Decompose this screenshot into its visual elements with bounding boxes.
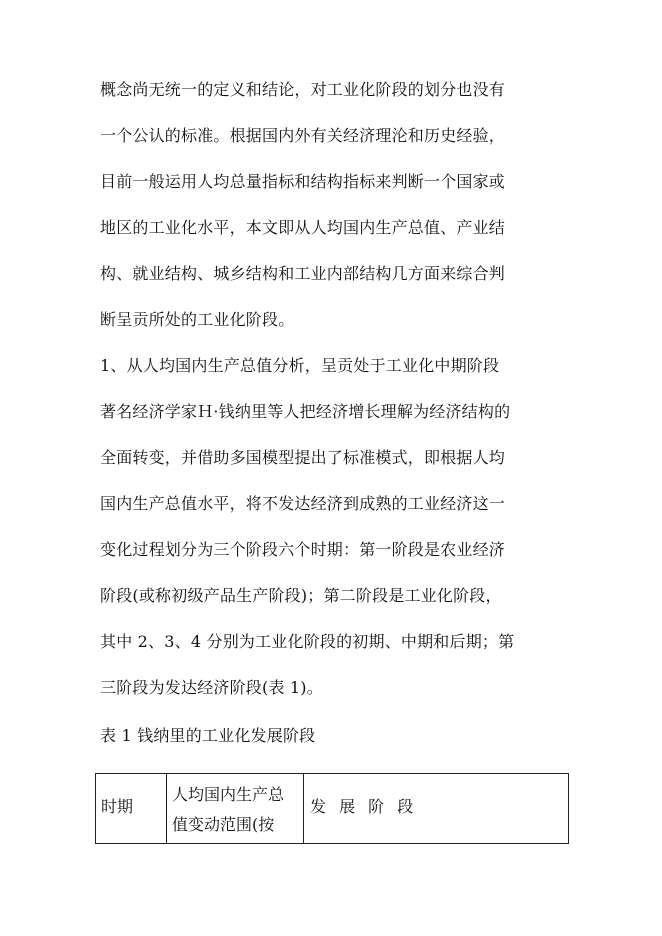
text-line: 阶段(或称初级产品生产阶段)；第二阶段是工业化阶段， (100, 586, 502, 605)
header-gdp-line2: 值变动范围(按 (172, 815, 275, 834)
industrialization-stage-table (95, 773, 569, 844)
text-line: 概念尚无统一的定义和结论，对工业化阶段的划分也没有 (100, 80, 506, 99)
text-line: 变化过程划分为三个阶段六个时期：第一阶段是农业经济 (100, 540, 506, 559)
text-line: 地区的工业化水平，本文即从人均国内生产总值、产业结 (100, 218, 506, 237)
header-gdp-range-label (167, 774, 303, 840)
table-header-row (96, 774, 569, 844)
table-header-cell-period (96, 774, 167, 844)
table-caption: 表 1 钱纳里的工业化发展阶段 (100, 726, 316, 745)
text-line: 三阶段为发达经济阶段(表 1)。 (100, 678, 323, 697)
header-gdp-line1: 人均国内生产总 (172, 785, 285, 804)
text-line: 目前一般运用人均总量指标和结构指标来判断一个国家或 (100, 172, 506, 191)
table-header-cell-gdp-range (167, 774, 304, 844)
text-line: 著名经济学家Ｈ·钱纳里等人把经济增长理解为经济结构的 (100, 402, 511, 421)
table-header-cell-stage (304, 774, 569, 844)
text-line: 断呈贡所处的工业化阶段。 (100, 310, 295, 329)
text-line: 全面转变，并借助多国模型提出了标准模式，即根据人均 (100, 448, 506, 467)
header-stage-label: 发 展 阶 段 (310, 797, 418, 816)
header-period-label: 时期 (101, 797, 134, 816)
text-line: 国内生产总值水平，将不发达经济到成熟的工业经济这一 (100, 494, 506, 513)
text-line: 一个公认的标准。根据国内外有关经济理沦和历史经验， (100, 126, 506, 145)
text-line: 构、就业结构、城乡结构和工业内部结构几方面来综合判 (100, 264, 506, 283)
section-heading: 1、从人均国内生产总值分析，呈贡处于工业化中期阶段 (100, 356, 500, 375)
text-line: 其中 2、3、4 分别为工业化阶段的初期、中期和后期；第 (100, 632, 515, 651)
